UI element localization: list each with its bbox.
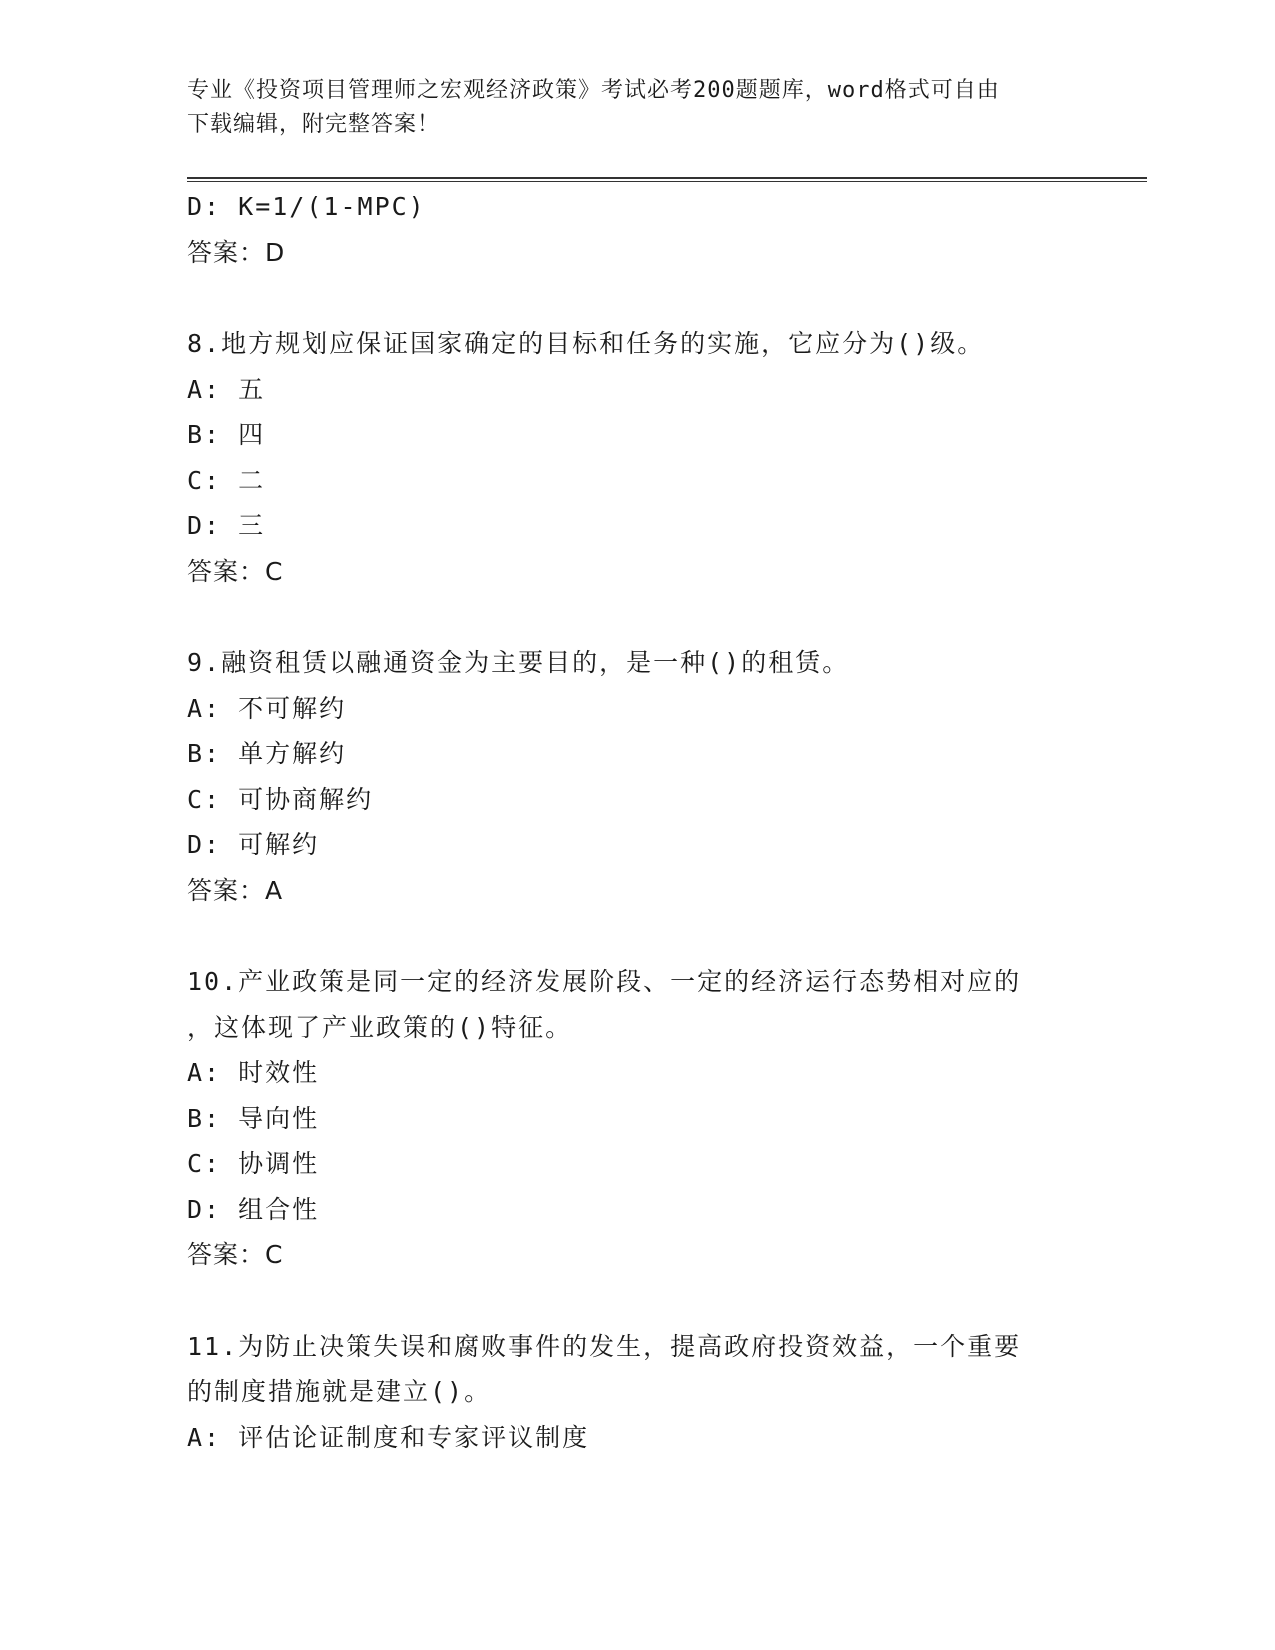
q7-answer: 答案：D <box>187 237 286 267</box>
q9-option-d: D: 可解约 <box>187 830 320 859</box>
q8-option-b: B: 四 <box>187 420 266 449</box>
header-divider <box>187 177 1147 182</box>
q10-stem-line-2: ，这体现了产业政策的()特征。 <box>187 1012 573 1042</box>
q9-option-c: C: 可协商解约 <box>187 784 374 814</box>
q11-option-a: A: 评估论证制度和专家评议制度 <box>187 1422 590 1452</box>
q10-option-c: C: 协调性 <box>187 1149 320 1178</box>
q8-answer: 答案：C <box>187 556 284 586</box>
spacer <box>187 1286 1147 1332</box>
spacer <box>187 283 1147 329</box>
q10-stem-line-1: 10.产业政策是同一定的经济发展阶段、一定的经济运行态势相对应的 <box>187 967 1022 996</box>
header-line-2: 下载编辑，附完整答案！ <box>187 112 441 137</box>
q9-option-a: A: 不可解约 <box>187 693 347 723</box>
q8-option-c: C: 二 <box>187 465 266 495</box>
q9-stem: 9.融资租赁以融通资金为主要目的，是一种()的租赁。 <box>187 648 850 677</box>
document-header <box>187 74 1067 142</box>
question-list <box>187 192 1147 1468</box>
q10-option-b: B: 导向性 <box>187 1103 320 1133</box>
q8-option-d: D: 三 <box>187 511 266 540</box>
header-line-1: 专业《投资项目管理师之宏观经济政策》考试必考200题题库，word格式可自由 <box>187 78 1000 103</box>
spacer <box>187 921 1147 967</box>
q9-answer: 答案：A <box>187 875 284 905</box>
q7-option-d: D: K=1/(1-MPC) <box>187 192 426 221</box>
q11-stem-line-2: 的制度措施就是建立()。 <box>187 1377 492 1406</box>
q11-stem-line-1: 11.为防止决策失误和腐败事件的发生，提高政府投资效益，一个重要 <box>187 1331 1022 1361</box>
q10-option-d: D: 组合性 <box>187 1194 320 1224</box>
q8-stem: 8.地方规划应保证国家确定的目标和任务的实施，它应分为()级。 <box>187 329 985 358</box>
spacer <box>187 602 1147 648</box>
q10-option-a: A: 时效性 <box>187 1058 320 1087</box>
q10-answer: 答案：C <box>187 1240 284 1269</box>
q9-option-b: B: 单方解约 <box>187 739 347 768</box>
q8-option-a: A: 五 <box>187 374 266 404</box>
